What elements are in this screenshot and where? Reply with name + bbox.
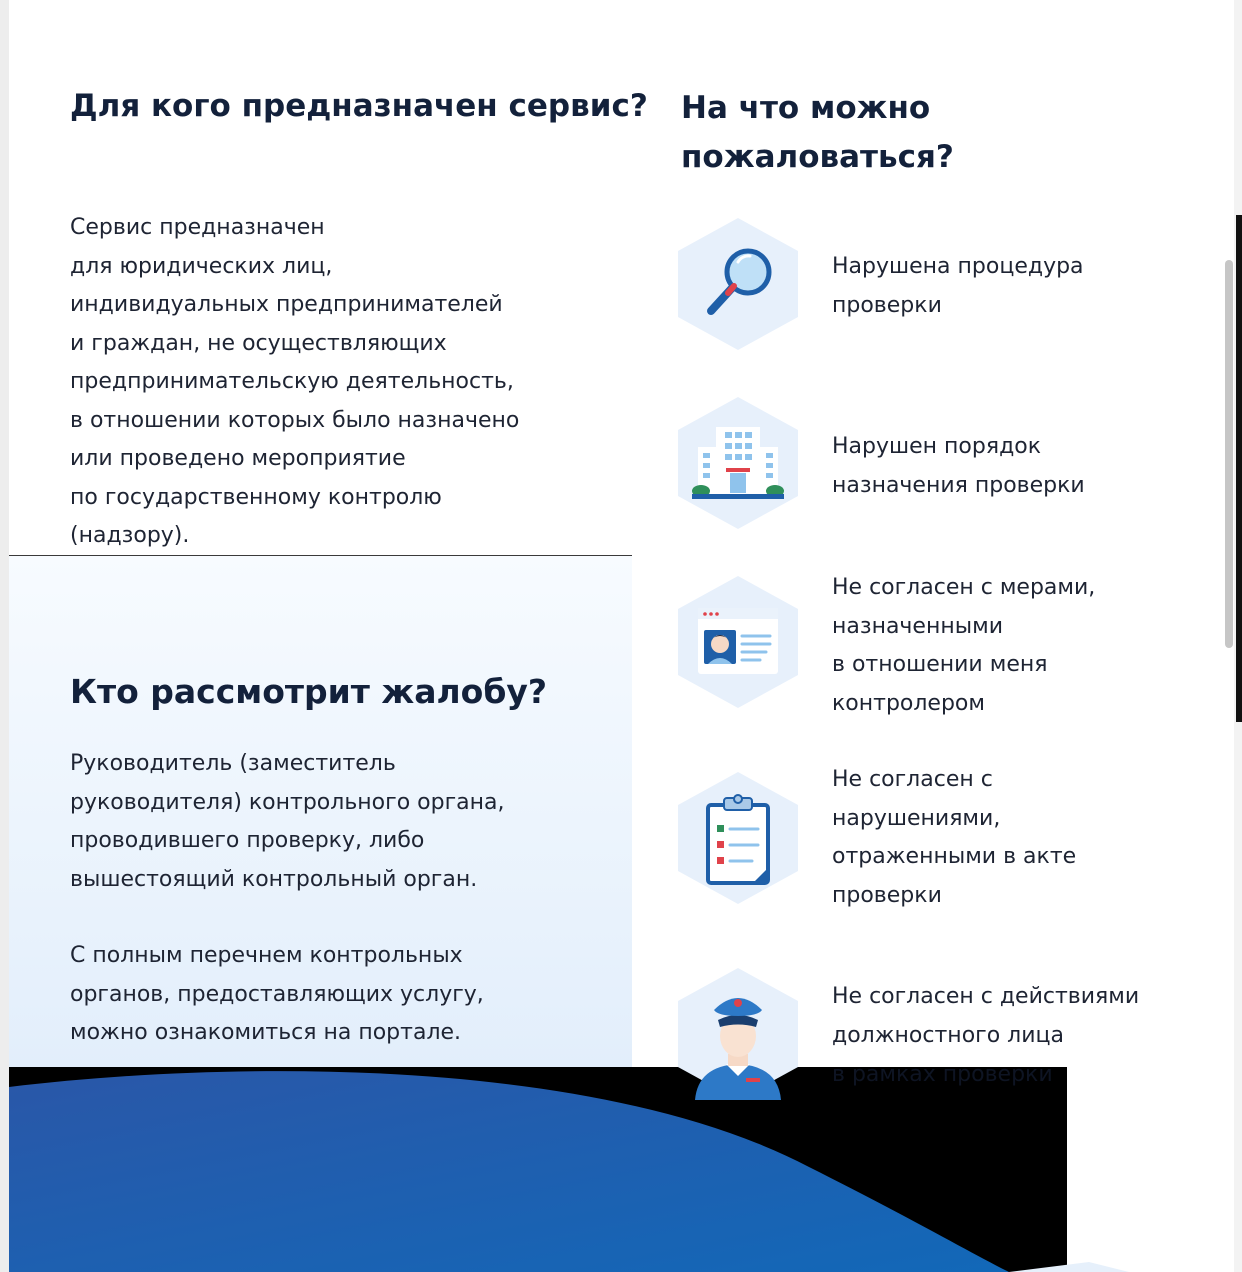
faded-text-line: в рамках проверки: [832, 1062, 1053, 1087]
authorities-list-text: [70, 937, 610, 1053]
text-line: в отношении меня: [832, 652, 1048, 677]
text-line: Руководитель (заместитель: [70, 751, 396, 776]
service-audience-heading: Для кого предназначен сервис?: [70, 88, 648, 124]
complaint-topic-text: [832, 569, 1095, 723]
complaint-topic-item: [678, 218, 1218, 358]
text-line: Не согласен с действиями: [832, 984, 1140, 1009]
heading-line: пожаловаться?: [681, 139, 954, 175]
text-line: органов, предоставляющих услугу,: [70, 981, 484, 1007]
text-line: в отношении которых было назначено: [70, 407, 520, 433]
text-line: (надзору).: [70, 523, 190, 548]
text-line: по государственному контролю: [70, 484, 442, 510]
text-line: проводившего проверку, либо: [70, 828, 425, 853]
text-line: нарушениями,: [832, 805, 1001, 831]
complaint-topic-text: [832, 248, 1084, 325]
text-line: проверки: [832, 292, 942, 318]
text-line: предпринимательскую деятельность,: [70, 369, 514, 394]
text-line: и граждан, не осуществляющих: [70, 330, 447, 356]
text-line: руководителя) контрольного органа,: [70, 789, 505, 815]
scrollbar-thumb[interactable]: [1225, 260, 1233, 648]
text-line: индивидуальных предпринимателей: [70, 292, 503, 317]
complaint-topic-text: [832, 761, 1076, 915]
text-line: или проведено мероприятие: [70, 446, 406, 471]
officer-icon: [678, 968, 798, 1100]
building-icon: [678, 397, 798, 529]
text-line: Нарушен порядок: [832, 434, 1042, 459]
complaint-reviewer-text: [70, 745, 610, 899]
complaint-topic-text: [832, 428, 1085, 505]
complaint-topic-item: [678, 767, 1218, 932]
clipboard-icon: [678, 772, 798, 904]
text-line: проверки: [832, 882, 942, 908]
text-line: для юридических лиц,: [70, 253, 333, 279]
magnifier-icon: [678, 218, 798, 350]
complaint-topic-item: [678, 576, 1218, 736]
text-line: Не согласен с: [832, 767, 993, 792]
service-audience-text: [70, 209, 630, 556]
heading-line: На что можно: [681, 90, 931, 126]
left-window-edge: [0, 0, 9, 1272]
complaint-reviewer-heading: Кто рассмотрит жалобу?: [70, 672, 548, 711]
text-line: можно ознакомиться на портале.: [70, 1020, 462, 1045]
text-line: Нарушена процедура: [832, 254, 1084, 279]
complaint-topics-heading: [681, 84, 1081, 182]
right-dark-bar: [1236, 215, 1242, 722]
text-line: Сервис предназначен: [70, 215, 325, 240]
text-line: назначения проверки: [832, 472, 1085, 498]
id-card-icon: [678, 576, 798, 708]
text-line: Не согласен с мерами,: [832, 575, 1096, 600]
text-line: контролером: [832, 690, 985, 716]
text-line: назначенными: [832, 613, 1003, 639]
complaint-topic-item: [678, 397, 1218, 537]
complaint-topic-text: [832, 978, 1139, 1055]
text-line: вышестоящий контрольный орган.: [70, 866, 478, 892]
text-line: С полным перечнем контрольных: [70, 943, 463, 968]
text-line: отраженными в акте: [832, 844, 1077, 869]
text-line: должностного лица: [832, 1022, 1064, 1048]
